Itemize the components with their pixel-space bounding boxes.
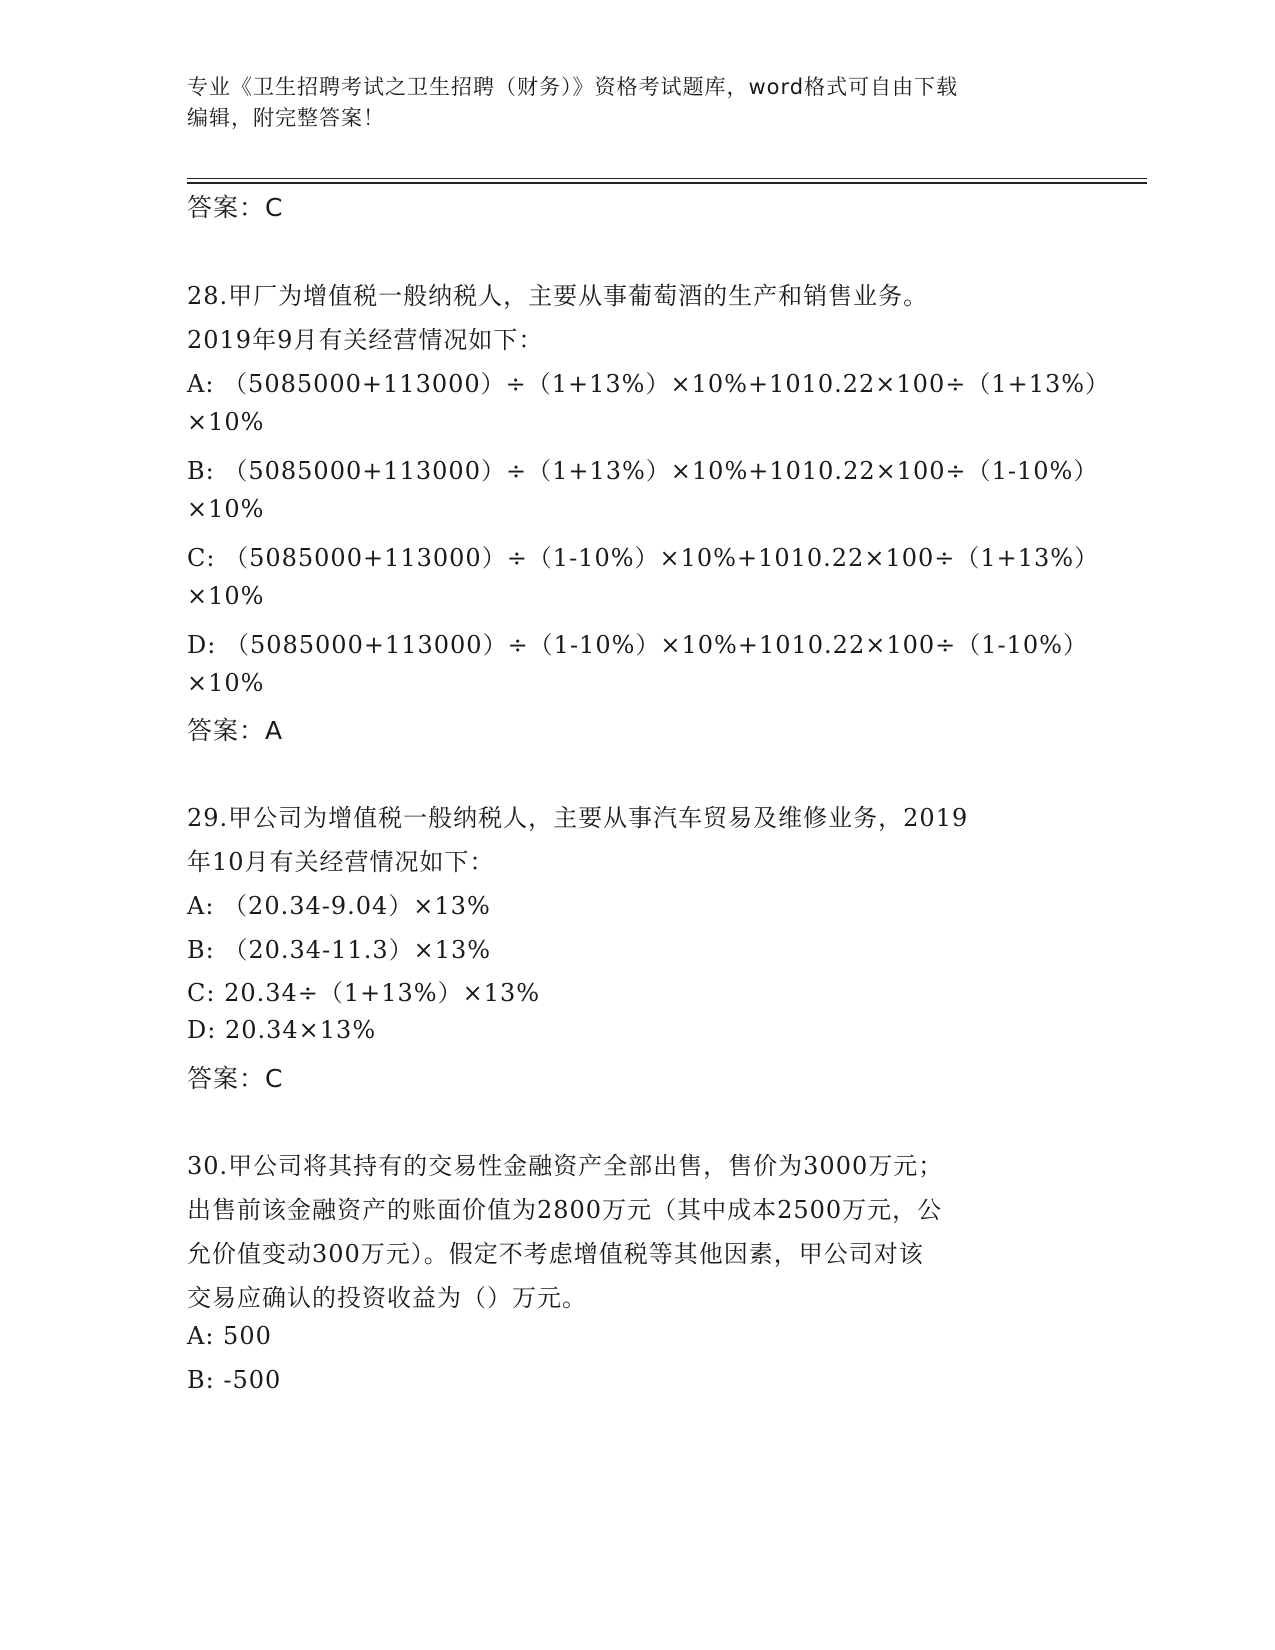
- question-30-stem-line-4: 交易应确认的投资收益为（）万元。: [187, 1284, 587, 1312]
- question-30-option-a: A: 500: [187, 1322, 272, 1350]
- header-divider-thick: [187, 182, 1147, 184]
- question-28-option-a-cont: ×10%: [187, 408, 265, 436]
- question-28-option-d: D: （5085000+113000）÷（1-10%）×10%+1010.22×100÷（1-10%）: [187, 631, 1088, 659]
- document-header: [187, 72, 1087, 134]
- question-28-stem-line-1: 28.甲厂为增值税一般纳税人，主要从事葡萄酒的生产和销售业务。: [187, 282, 929, 310]
- question-29-option-b: B: （20.34-11.3）×13%: [187, 936, 492, 964]
- question-30-option-b: B: -500: [187, 1366, 282, 1394]
- question-30-stem-line-3: 允价值变动300万元）。假定不考虑增值税等其他因素，甲公司对该: [187, 1240, 924, 1268]
- question-28-option-d-cont: ×10%: [187, 669, 265, 697]
- question-28-option-b: B: （5085000+113000）÷（1+13%）×10%+1010.22×100÷（1-10%）: [187, 457, 1099, 485]
- answer-29: 答案：C: [187, 1064, 284, 1093]
- header-line-2: 编辑，附完整答案！: [187, 106, 385, 130]
- question-29-stem-line-2: 年10月有关经营情况如下：: [187, 848, 495, 876]
- question-28-stem-line-2: 2019年9月有关经营情况如下：: [187, 326, 544, 354]
- answer-27: 答案：C: [187, 193, 284, 222]
- question-29-option-a: A: （20.34-9.04）×13%: [187, 892, 491, 920]
- question-29-option-c: C: 20.34÷（1+13%）×13%: [187, 979, 541, 1007]
- question-28-option-b-cont: ×10%: [187, 495, 265, 523]
- question-30-stem-line-2: 出售前该金融资产的账面价值为2800万元（其中成本2500万元，公: [187, 1196, 943, 1224]
- question-29-option-d: D: 20.34×13%: [187, 1016, 377, 1044]
- question-28-option-c: C: （5085000+113000）÷（1-10%）×10%+1010.22×100÷（1+13%）: [187, 544, 1100, 572]
- answer-28: 答案：A: [187, 716, 284, 745]
- question-28-option-c-cont: ×10%: [187, 582, 265, 610]
- question-30-stem-line-1: 30.甲公司将其持有的交易性金融资产全部出售，售价为3000万元；: [187, 1152, 944, 1180]
- question-28-option-a: A: （5085000+113000）÷（1+13%）×10%+1010.22×100÷（1+13%）: [187, 370, 1111, 398]
- header-divider-thin: [187, 178, 1147, 179]
- header-line-1: 专业《卫生招聘考试之卫生招聘（财务）》资格考试题库，word格式可自由下载: [187, 75, 959, 99]
- question-29-stem-line-1: 29.甲公司为增值税一般纳税人，主要从事汽车贸易及维修业务，2019: [187, 804, 969, 832]
